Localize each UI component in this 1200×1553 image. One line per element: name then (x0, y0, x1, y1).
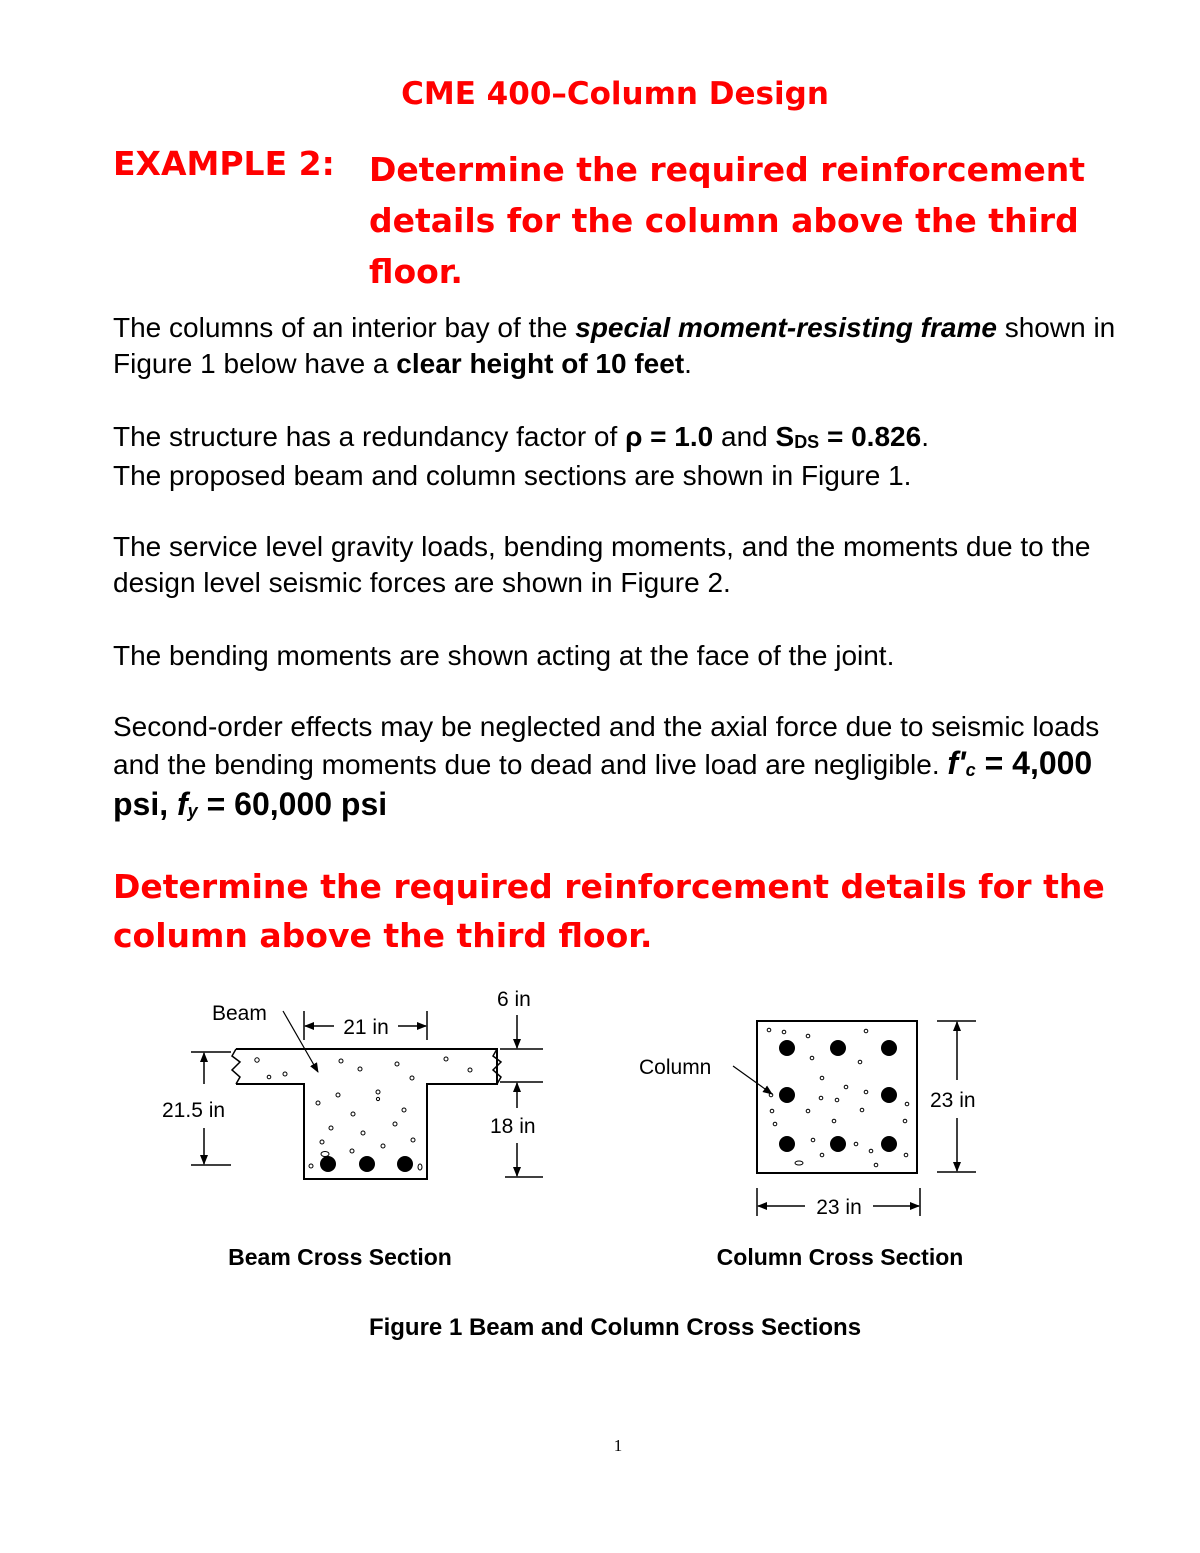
fy-subscript: y (187, 801, 198, 821)
sds-symbol: S (775, 421, 795, 452)
column-section-title: Column Cross Section (716, 1244, 964, 1270)
fc-symbol: f' (947, 745, 966, 781)
paragraph-redundancy (113, 419, 1123, 494)
sds-value: = 0.826 (819, 421, 922, 452)
paragraph-frame (113, 310, 1123, 382)
example-text: Determine the required reinforcement details for the column above the third floor. (369, 150, 1085, 291)
figure-1 (0, 975, 1200, 1295)
column-rebar (830, 1040, 846, 1056)
beam-section-title: Beam Cross Section (228, 1244, 452, 1270)
paragraph-loads: The service level gravity loads, bending moments, and the moments due to the design level seismic forces are shown in Figure 2. (113, 531, 1091, 598)
column-rebar (779, 1136, 795, 1152)
figure-caption: Figure 1 Beam and Column Cross Sections (368, 1314, 862, 1341)
paragraph-moments: The bending moments are shown acting at the face of the joint. (113, 640, 895, 671)
beam-rebar (320, 1156, 336, 1172)
frame-type-emphasis: special moment-resisting frame (575, 312, 997, 343)
redundancy-and: and (713, 421, 776, 452)
redundancy-end: . (921, 421, 929, 452)
sds-subscript: DS (794, 432, 820, 452)
document-title: CME 400–Column Design (401, 76, 829, 112)
flange-thickness-label: 6 in (497, 988, 531, 1011)
example-label: EXAMPLE 2: (113, 144, 335, 183)
column-rebar (881, 1087, 897, 1103)
figure-1-drawing (0, 975, 1200, 1295)
beam-cross-section (162, 988, 543, 1270)
page-number: 1 (613, 1436, 623, 1455)
second-order-text: Second-order effects may be neglected and the axial force due to seismic loads and the bending moments due to dead and live load are negligible. (113, 711, 1100, 780)
paragraph-frame-end: . (684, 348, 692, 379)
web-height-label: 18 in (490, 1115, 536, 1138)
column-rebar (881, 1136, 897, 1152)
beam-width-label: 21 in (343, 1016, 389, 1039)
column-rebar (830, 1136, 846, 1152)
paragraph-frame-text: The columns of an interior bay of the (113, 312, 576, 343)
paragraph-frame-text-2: shown in Figure 1 below have a (113, 312, 1116, 379)
fy-value: = 60,000 psi (197, 786, 388, 822)
paragraph-second-order (113, 709, 1123, 827)
fc-subscript: c (965, 760, 976, 780)
column-rebar (881, 1040, 897, 1056)
column-label: Column (639, 1056, 712, 1079)
beam-rebar (397, 1156, 413, 1172)
sections-text: The proposed beam and column sections are shown in Figure 1. (113, 460, 912, 491)
column-rebar (779, 1040, 795, 1056)
redundancy-text: The structure has a redundancy factor of (113, 421, 626, 452)
column-width-label: 23 in (816, 1196, 862, 1219)
determine-statement: Determine the required reinforcement details for the column above the third floor. (113, 867, 1105, 955)
beam-rebar (359, 1156, 375, 1172)
fy-symbol: f (177, 786, 188, 822)
beam-label: Beam (212, 1002, 267, 1025)
clear-height-emphasis: clear height of 10 feet (396, 348, 685, 379)
column-height-label: 23 in (930, 1089, 976, 1112)
column-rebar (779, 1087, 795, 1103)
fc-value: = 4,000 psi, (113, 745, 1093, 822)
rho-value: ρ = 1.0 (625, 421, 714, 452)
beam-depth-label: 21.5 in (162, 1099, 226, 1122)
column-cross-section (639, 1021, 976, 1270)
